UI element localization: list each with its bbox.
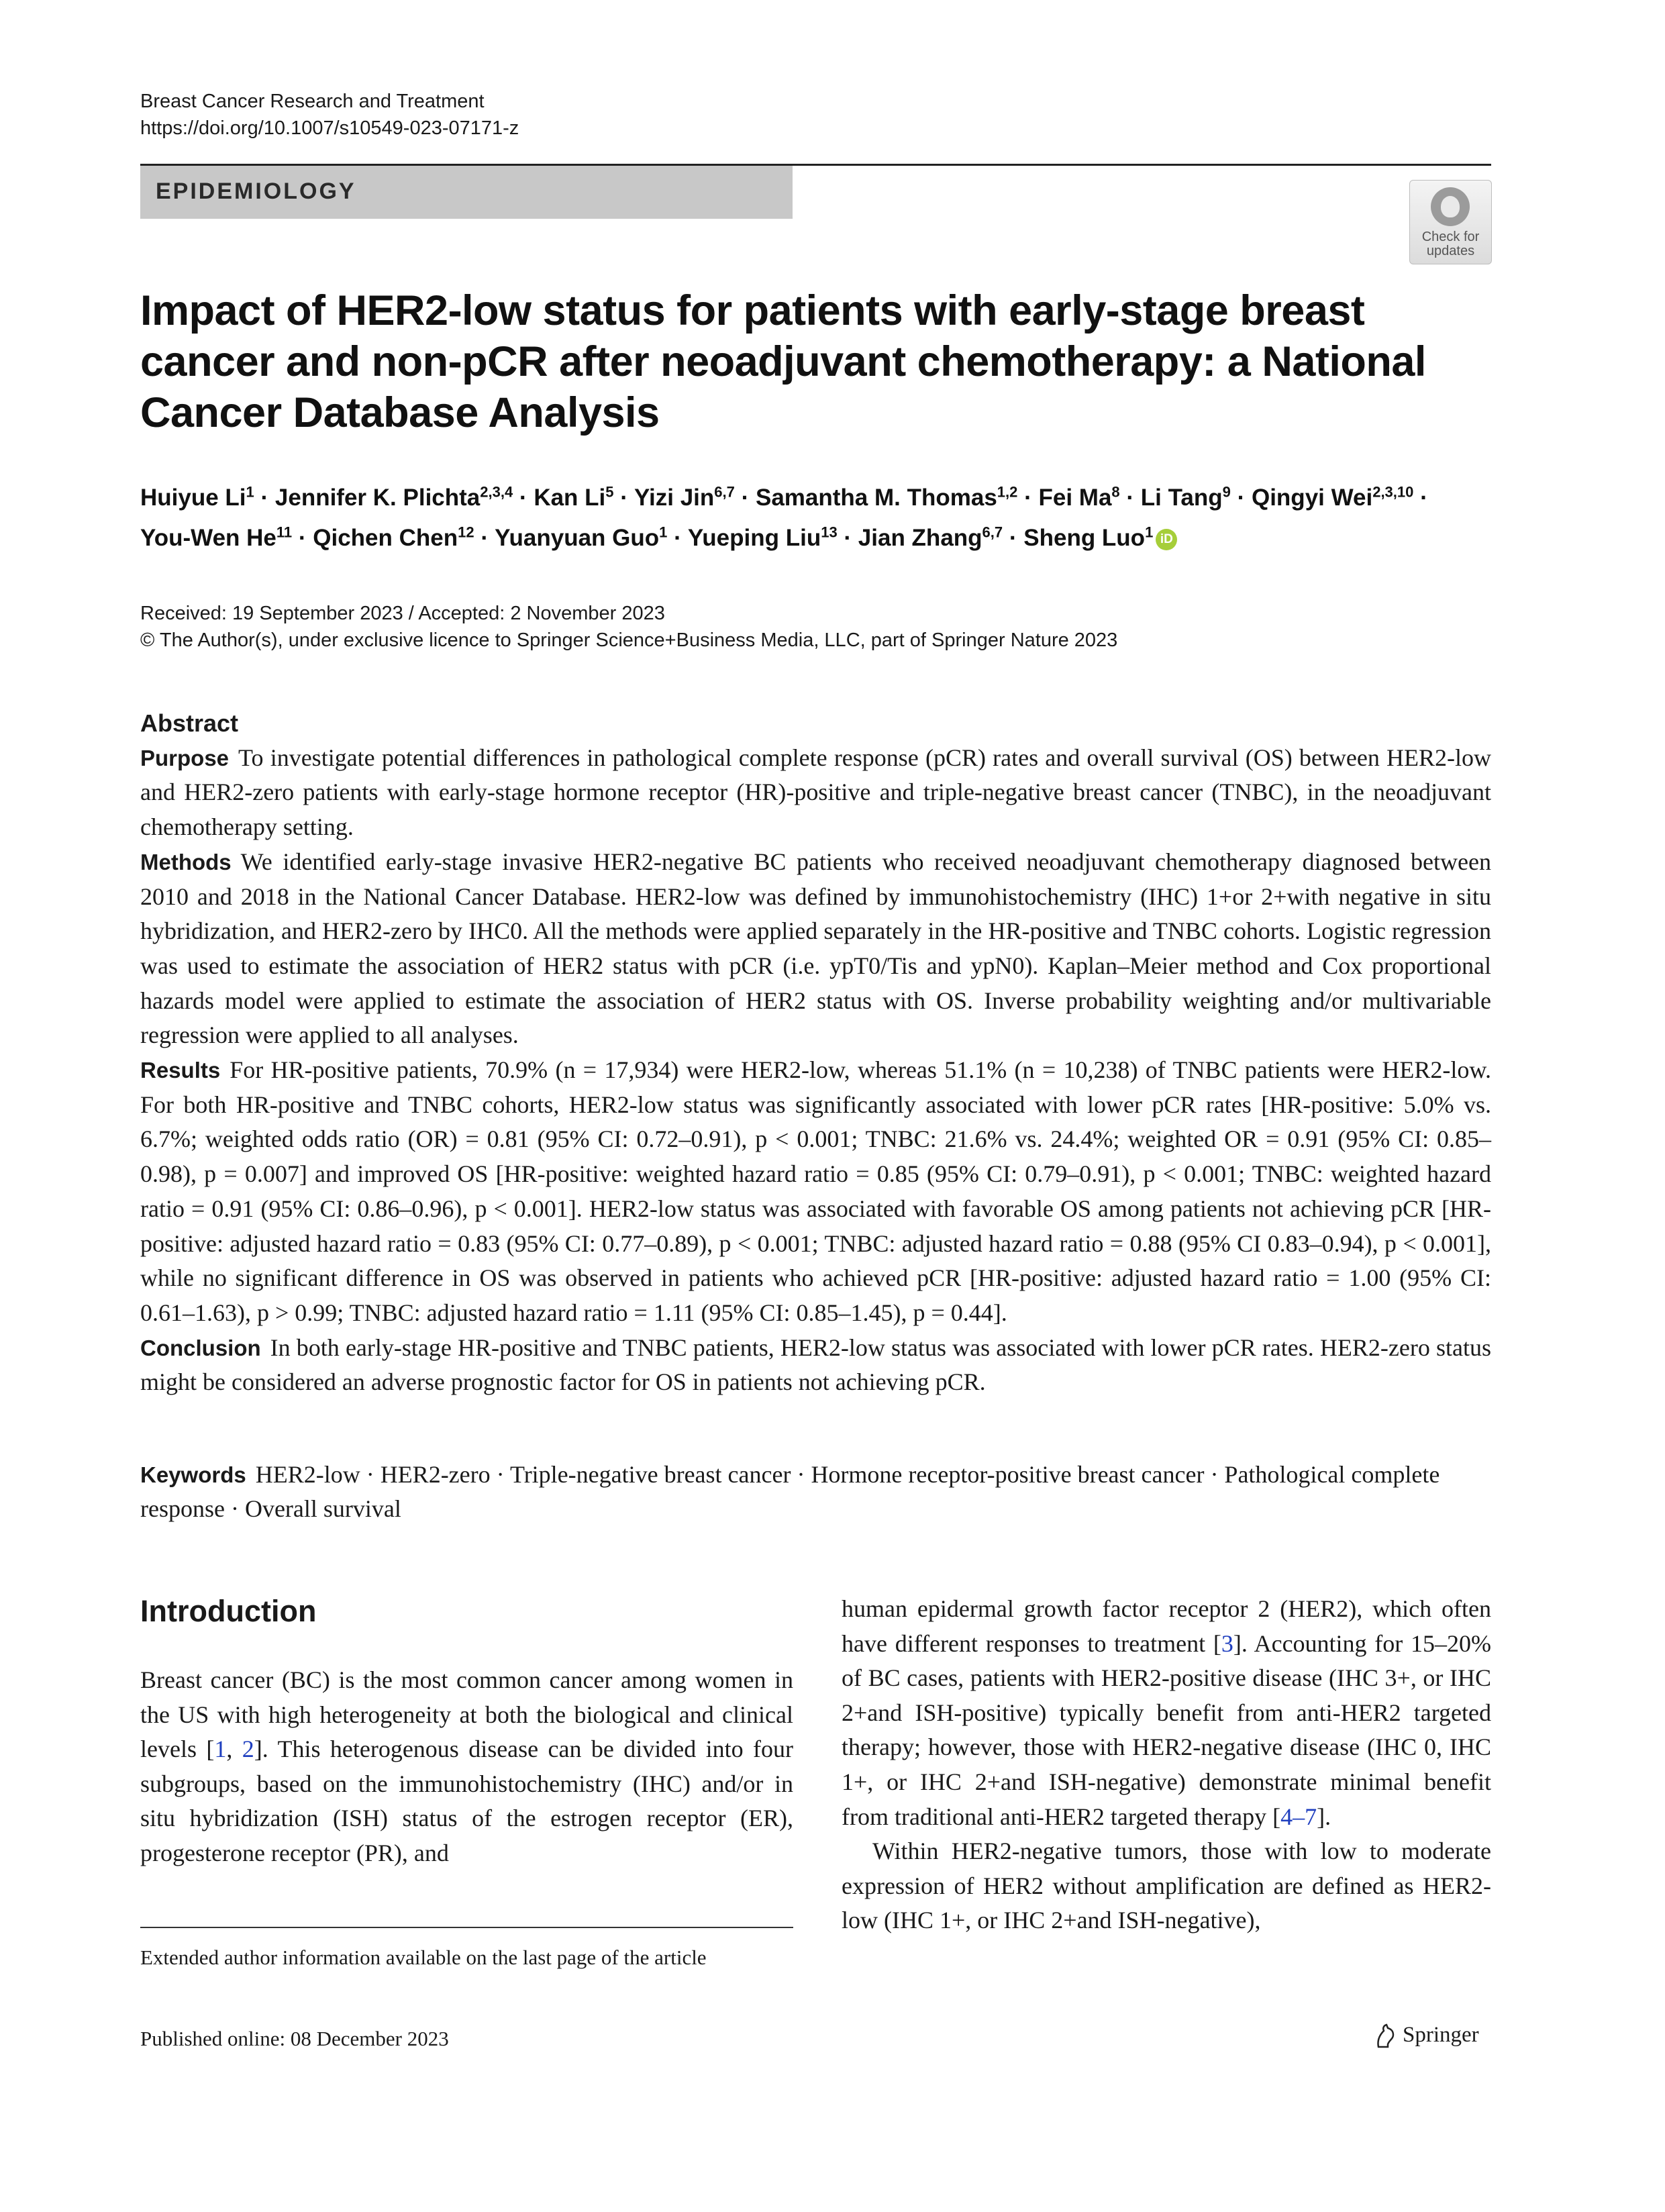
author[interactable]: Qichen Chen$^{12}$ xyxy=(313,523,474,551)
author[interactable]: Yueping Liu$^{13}$ xyxy=(687,523,838,551)
check-updates-icon xyxy=(1431,187,1470,226)
article-dates xyxy=(140,600,1117,654)
introduction-heading: Introduction xyxy=(140,1594,317,1628)
section-label: EPIDEMIOLOGY xyxy=(156,179,356,204)
left-column xyxy=(140,1663,793,1871)
author[interactable]: Sheng Luo$^1$ xyxy=(1023,523,1154,551)
article-title: Impact of HER2-low status for patients with early-stage breast cancer and non-pCR after neoadjuvant chemotherapy: a National Cancer Database Analysis xyxy=(140,287,1426,436)
doi-link[interactable]: https://doi.org/10.1007/s10549-023-07171-z xyxy=(140,117,519,139)
abstract xyxy=(140,706,1491,1400)
copyright-line: © The Author(s), under exclusive licence to Springer Science+Business Media, LLC, part of Springer Nature 2023 xyxy=(140,630,1118,651)
keywords xyxy=(140,1458,1491,1526)
citation-link[interactable]: 2 xyxy=(242,1736,254,1763)
citation-link[interactable]: 4–7 xyxy=(1280,1803,1317,1830)
abstract-results: Results For HR-positive patients, 70.9% (n = 17,934) were HER2-low, whereas 51.1% (n = 10,238) of TNBC patients were HER2-low. For both HR-positive and TNBC cohorts, HER2-low status was significantly associated with lower pCR rates [HR-positive: 5.0% vs. 6.7%; weighted odds ratio (OR) = 0.81 (95% CI: 0.72–0.91), p < 0.001; TNBC: 21.6% vs. 24.4%; weighted OR = 0.91 (95% CI: 0.85–0.98), p = 0.007] and improved OS [HR-positive: weighted hazard ratio = 0.85 (95% CI: 0.79–0.91), p < 0.001; TNBC: weighted hazard ratio = 0.91 (95% CI: 0.86–0.96), p < 0.001]. HER2-low status was associated with favorable OS among patients not achieving pCR [HR-positive: adjusted hazard ratio = 0.83 (95% CI: 0.77–0.89), p < 0.001; TNBC: adjusted hazard ratio = 0.88 (95% CI 0.83–0.94), p < 0.001], while no significant difference in OS was observed in patients who achieved pCR [HR-positive: adjusted hazard ratio = 1.00 (95% CI: 0.61–1.63), p > 0.99; TNBC: adjusted hazard ratio = 1.11 (95% CI: 0.85–1.45), p = 0.44]. xyxy=(140,1056,1491,1326)
badge-text-line1: Check for xyxy=(1421,230,1480,244)
author[interactable]: Qingyi Wei$^{2,3,10}$ xyxy=(1251,483,1414,511)
abstract-conclusion: Conclusion In both early-stage HR-positive and TNBC patients, HER2-low status was associated with lower pCR rates. HER2-zero status might be considered an adverse prognostic factor for OS in patients not achieving pCR. xyxy=(140,1334,1491,1396)
author[interactable]: Jennifer K. Plichta$^{2,3,4}$ xyxy=(274,483,513,511)
author[interactable]: Li Tang$^9$ xyxy=(1140,483,1231,511)
journal-info xyxy=(140,88,519,142)
footnote: Extended author information available on the last page of the article xyxy=(140,1946,707,1969)
intro-paragraph: Within HER2-negative tumors, those with low to moderate expression of HER2 without amplification are defined as HER2-low (IHC 1+, or IHC 2+and ISH-negative), xyxy=(842,1838,1491,1934)
author[interactable]: Kan Li$^5$ xyxy=(534,483,614,511)
abstract-heading: Abstract xyxy=(140,709,239,737)
orcid-icon[interactable]: iD xyxy=(1156,529,1177,550)
intro-paragraph: human epidermal growth factor receptor 2 (HER2), which often have different responses to treatment [3]. Accounting for 15–20% of BC cases, patients with HER2-positive disease (IHC 3+, or IHC 2+and ISH-positive) typically benefit from anti-HER2 targeted therapy; however, those with HER2-negative disease (IHC 0, IHC 1+, or IHC 2+and ISH-negative) demonstrate minimal benefit from traditional anti-HER2 targeted therapy [4–7]. xyxy=(842,1595,1491,1830)
received-accepted: Received: 19 September 2023 / Accepted: 2 November 2023 xyxy=(140,603,665,624)
author[interactable]: You-Wen He$^{11}$ xyxy=(140,523,293,551)
citation-link[interactable]: 3 xyxy=(1221,1629,1233,1657)
badge-text-line2: updates xyxy=(1426,244,1475,258)
right-column xyxy=(842,1592,1491,1938)
abstract-purpose: Purpose To investigate potential differences in pathological complete response (pCR) rates and overall survival (OS) between HER2-low and HER2-zero patients with early-stage hormone receptor (HR)-positive and triple-negative breast cancer (TNBC), in the neoadjuvant chemotherapy setting. xyxy=(140,744,1491,841)
keywords-text: HER2-low · HER2-zero · Triple-negative breast cancer · Hormone receptor-positive breast cancer · Pathological complete response · Overall survival xyxy=(140,1461,1440,1522)
author[interactable]: Yuanyuan Guo$^1$ xyxy=(495,523,668,551)
publisher-logo[interactable] xyxy=(1373,2023,1479,2050)
author[interactable]: Jian Zhang$^{6,7}$ xyxy=(858,523,1003,551)
publisher-name: Springer xyxy=(1403,2023,1479,2047)
author-list: Huiyue $Li^1$ · Jennifer K. Plichta$^{2,3,4}$ · Kan $Li^5$ · Yizi Jin$^{6,7}$ · Samantha M. Thomas$^{1,2}$ · Fei $Ma^8 \cdot Li$ Tang$^9$ · Qingyi Wei$^{2,3,10}$ · You-Wen $He^{11}$ · Qichen Chen$^{12}$ · Yuanyuan Guo$^1$ · Yueping Liu$^{13}$ · Jian Zhang$^{6,7}$ · Sheng Luo$^1$ iD xyxy=(140,483,1428,551)
author[interactable]: Samantha M. Thomas$^{1,2}$ xyxy=(756,483,1018,511)
citation-link[interactable]: 1 xyxy=(214,1736,227,1763)
abstract-methods: Methods We identified early-stage invasive HER2-negative BC patients who received neoadjuvant chemotherapy diagnosed between 2010 and 2018 in the National Cancer Database. HER2-low was defined by immunohistochemistry (IHC) 1+or 2+with negative in situ hybridization, and HER2-zero by IHC0. All the methods were applied separately in the HR-positive and TNBC cohorts. Logistic regression was used to estimate the association of HER2 status with pCR (i.e. ypT0/Tis and ypN0). Kaplan–Meier method and Cox proportional hazards model were applied to estimate the association of HER2 status with OS. Inverse probability weighting and/or multivariable regression were applied to all analyses. xyxy=(140,848,1491,1049)
keywords-label: Keywords xyxy=(140,1462,246,1487)
footnote-rule xyxy=(140,1927,793,1928)
author[interactable]: Huiyue Li$^1$ xyxy=(140,483,254,511)
check-for-updates-badge[interactable] xyxy=(1409,180,1492,264)
journal-name: Breast Cancer Research and Treatment xyxy=(140,91,485,112)
intro-paragraph: Breast cancer (BC) is the most common cancer among women in the US with high heterogeneity at both the biological and clinical levels [1, 2]. This heterogenous disease can be divided into four subgroups, based on the immunohistochemistry (IHC) and/or in situ hybridization (ISH) status of the estrogen receptor (ER), progesterone receptor (PR), and xyxy=(140,1666,793,1866)
published-date: Published online: 08 December 2023 xyxy=(140,2027,449,2050)
springer-horse-icon xyxy=(1373,2023,1397,2050)
author[interactable]: Yizi Jin$^{6,7}$ xyxy=(634,483,735,511)
author[interactable]: Fei Ma$^8$ xyxy=(1038,483,1120,511)
